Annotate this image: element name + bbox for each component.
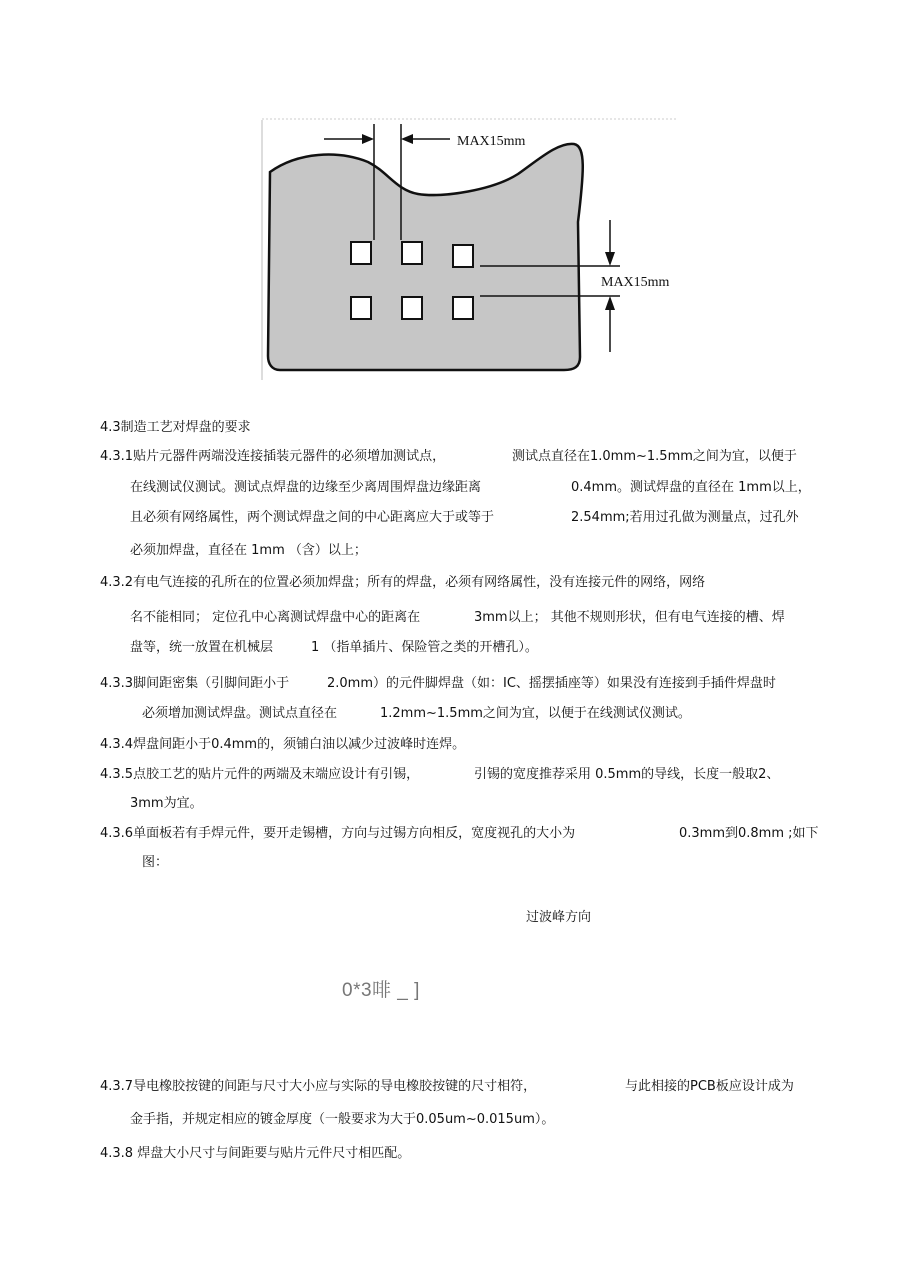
vertical-max-label: MAX15mm: [601, 275, 670, 290]
paragraph-4-3-2-line: 盘等，统一放置在机械层: [130, 640, 274, 655]
arrow-head: [605, 252, 615, 266]
test-pad: [402, 242, 422, 264]
paragraph-4-3-7-line: 与此相接的PCB板应设计成为: [625, 1079, 794, 1094]
paragraph-4-3-1-line: 4.3.1贴片元器件两端没连接插装元器件的必须增加测试点，: [100, 449, 446, 464]
arrow-head: [401, 134, 413, 144]
test-pad: [351, 242, 371, 264]
test-pad: [453, 245, 473, 267]
test-pad: [453, 297, 473, 319]
figure-2-garbled-text: 0*3啡 _ ]: [342, 980, 420, 1001]
wave-direction-label: 过波峰方向: [526, 910, 592, 925]
arrow-head: [605, 296, 615, 310]
horizontal-max-label: MAX15mm: [457, 134, 526, 149]
paragraph-4-3-3-line: 必须增加测试焊盘。测试点直径在: [142, 706, 338, 721]
paragraph-4-3-2-line: 1 （指单插片、保险管之类的开槽孔）。: [311, 640, 538, 655]
paragraph-4-3-1-line: 0.4mm。测试焊盘的直径在 1mm以上，: [571, 480, 811, 495]
paragraph-4-3-5-line: 3mm为宜。: [130, 796, 203, 811]
paragraph-4-3-1-line: 在线测试仪测试。测试点焊盘的边缘至少离周围焊盘边缘距离: [130, 480, 482, 495]
paragraph-4-3-7-line: 金手指，并规定相应的镀金厚度（一般要求为大于0.05um~0.015um）。: [130, 1112, 555, 1127]
paragraph-4-3-1-line: 测试点直径在1.0mm~1.5mm之间为宜，以便于: [512, 449, 797, 464]
arrow-head: [362, 134, 374, 144]
paragraph-4-3-5-line: 引锡的宽度推荐采用 0.5mm的导线，长度一般取2、: [474, 767, 780, 782]
test-pad: [402, 297, 422, 319]
paragraph-4-3-6-line: 4.3.6单面板若有手焊元件，要开走锡槽，方向与过锡方向相反，宽度视孔的大小为: [100, 826, 576, 841]
test-pad: [351, 297, 371, 319]
test-pad-spacing-figure: [258, 112, 688, 387]
paragraph-4-3-7-line: 4.3.7导电橡胶按键的间距与尺寸大小应与实际的导电橡胶按键的尺寸相符，: [100, 1079, 537, 1094]
paragraph-4-3-4: 4.3.4焊盘间距小于0.4mm的，须铺白油以减少过波峰时连焊。: [100, 737, 466, 752]
paragraph-4-3-5-line: 4.3.5点胶工艺的贴片元件的两端及末端应设计有引锡，: [100, 767, 420, 782]
paragraph-4-3-6-line: 图：: [142, 855, 169, 870]
paragraph-4-3-3-line: 4.3.3脚间距密集（引脚间距小于: [100, 676, 290, 691]
paragraph-4-3-1-line: 2.54mm;若用过孔做为测量点，过孔外: [571, 510, 799, 525]
paragraph-4-3-2-line: 3mm以上； 其他不规则形状，但有电气连接的槽、焊: [474, 610, 785, 625]
paragraph-4-3-8: 4.3.8 焊盘大小尺寸与间距要与贴片元件尺寸相匹配。: [100, 1146, 411, 1161]
paragraph-4-3-2-line: 名不能相同； 定位孔中心离测试焊盘中心的距离在: [130, 610, 421, 625]
test-pad-diagram: [258, 112, 688, 387]
paragraph-4-3-1-line: 必须加焊盘，直径在 1mm （含）以上；: [130, 543, 367, 558]
paragraph-4-3-2-line: 4.3.2有电气连接的孔所在的位置必须加焊盘；所有的焊盘，必须有网络属性，没有连接元件的网络，网络: [100, 575, 706, 590]
section-heading: 4.3制造工艺对焊盘的要求: [100, 420, 251, 435]
paragraph-4-3-3-line: 1.2mm~1.5mm之间为宜，以便于在线测试仪测试。: [380, 706, 691, 721]
paragraph-4-3-3-line: 2.0mm）的元件脚焊盘（如：IC、摇摆插座等）如果没有连接到手插件焊盘时: [327, 676, 776, 691]
paragraph-4-3-1-line: 且必须有网络属性，两个测试焊盘之间的中心距离应大于或等于: [130, 510, 495, 525]
pcb-board-outline: [268, 144, 583, 370]
paragraph-4-3-6-line: 0.3mm到0.8mm ;如下: [679, 826, 819, 841]
